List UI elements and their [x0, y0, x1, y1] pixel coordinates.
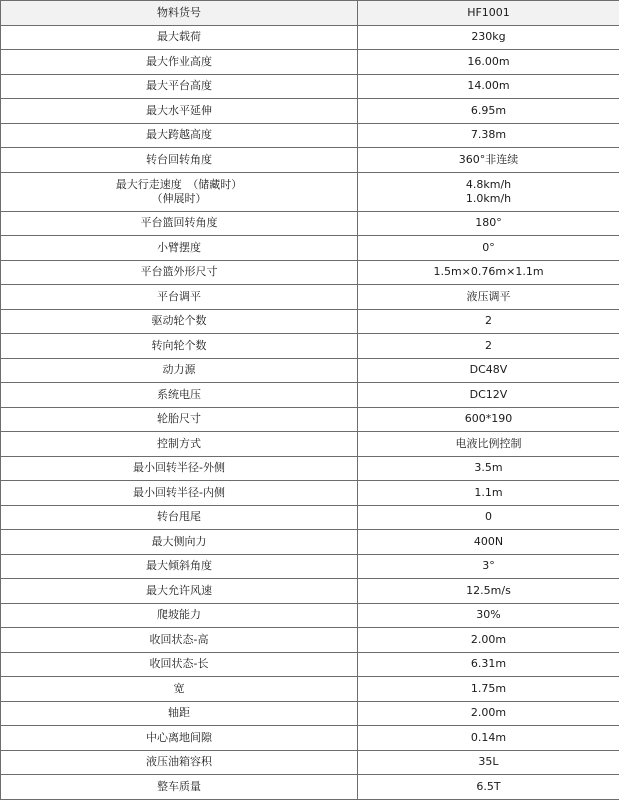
- spec-value-cell: 2.00m: [358, 628, 619, 653]
- header-label-cell: 物料货号: [1, 1, 358, 26]
- spec-label-cell: 最大载荷: [1, 25, 358, 50]
- spec-value-cell: 16.00m: [358, 50, 619, 75]
- table-row: [1, 148, 619, 173]
- spec-value-cell: 0.14m: [358, 726, 619, 751]
- spec-value-cell: 230kg: [358, 25, 619, 50]
- spec-value-cell: 2: [358, 334, 619, 359]
- table-row: [1, 750, 619, 775]
- table-row: [1, 383, 619, 408]
- spec-label-cell: 驱动轮个数: [1, 309, 358, 334]
- table-row: [1, 652, 619, 677]
- spec-label-cell: 爬坡能力: [1, 603, 358, 628]
- spec-value-cell: 1.1m: [358, 481, 619, 506]
- table-row: [1, 123, 619, 148]
- spec-label-cell: 最大侧向力: [1, 530, 358, 555]
- spec-value-cell: DC12V: [358, 383, 619, 408]
- table-row: [1, 407, 619, 432]
- table-row: [1, 172, 619, 211]
- table-row: [1, 505, 619, 530]
- spec-table-body: [1, 1, 619, 800]
- spec-label-cell: 收回状态-长: [1, 652, 358, 677]
- table-row: [1, 677, 619, 702]
- spec-value-cell: 400N: [358, 530, 619, 555]
- spec-value-cell: 14.00m: [358, 74, 619, 99]
- table-row: [1, 554, 619, 579]
- spec-label-cell: 最大行走速度 （储藏时） （伸展时）: [1, 172, 358, 211]
- table-row: [1, 358, 619, 383]
- spec-label-cell: 宽: [1, 677, 358, 702]
- table-row: [1, 579, 619, 604]
- table-row: [1, 530, 619, 555]
- spec-label-cell: 最大平台高度: [1, 74, 358, 99]
- spec-label-cell: 轮胎尺寸: [1, 407, 358, 432]
- spec-value-cell: 360°非连续: [358, 148, 619, 173]
- spec-value-cell: 电液比例控制: [358, 432, 619, 457]
- spec-value-cell: 35L: [358, 750, 619, 775]
- spec-value-cell: 0°: [358, 236, 619, 261]
- spec-value-cell: DC48V: [358, 358, 619, 383]
- table-row: [1, 74, 619, 99]
- spec-value-cell: 6.95m: [358, 99, 619, 124]
- table-row: [1, 603, 619, 628]
- spec-value-cell: 1.5m×0.76m×1.1m: [358, 260, 619, 285]
- spec-value-cell: 3.5m: [358, 456, 619, 481]
- spec-value-cell: 0: [358, 505, 619, 530]
- table-row: [1, 285, 619, 310]
- spec-label-cell: 动力源: [1, 358, 358, 383]
- table-row: [1, 309, 619, 334]
- table-header-row: [1, 1, 619, 26]
- spec-label-cell: 转台回转角度: [1, 148, 358, 173]
- spec-value-cell: 180°: [358, 211, 619, 236]
- spec-label-cell: 控制方式: [1, 432, 358, 457]
- spec-label-cell: 最大倾斜角度: [1, 554, 358, 579]
- spec-label-cell: 轴距: [1, 701, 358, 726]
- table-row: [1, 628, 619, 653]
- table-row: [1, 25, 619, 50]
- spec-value-cell: 液压调平: [358, 285, 619, 310]
- table-row: [1, 211, 619, 236]
- spec-value-cell: 4.8km/h 1.0km/h: [358, 172, 619, 211]
- header-value-cell: HF1001: [358, 1, 619, 26]
- spec-label-cell: 收回状态-高: [1, 628, 358, 653]
- spec-label-cell: 平台调平: [1, 285, 358, 310]
- table-row: [1, 432, 619, 457]
- spec-value-cell: 1.75m: [358, 677, 619, 702]
- spec-label-cell: 系统电压: [1, 383, 358, 408]
- table-row: [1, 726, 619, 751]
- spec-value-cell: 6.31m: [358, 652, 619, 677]
- spec-label-cell: 最小回转半径-外侧: [1, 456, 358, 481]
- spec-value-cell: 12.5m/s: [358, 579, 619, 604]
- spec-label-cell: 液压油箱容积: [1, 750, 358, 775]
- spec-label-cell: 中心离地间隙: [1, 726, 358, 751]
- spec-value-cell: 30%: [358, 603, 619, 628]
- table-row: [1, 99, 619, 124]
- spec-value-cell: 600*190: [358, 407, 619, 432]
- table-row: [1, 236, 619, 261]
- table-row: [1, 701, 619, 726]
- spec-label-cell: 最大跨越高度: [1, 123, 358, 148]
- spec-value-cell: 6.5T: [358, 775, 619, 800]
- spec-value-cell: 7.38m: [358, 123, 619, 148]
- spec-label-cell: 最小回转半径-内侧: [1, 481, 358, 506]
- spec-label-cell: 转台甩尾: [1, 505, 358, 530]
- spec-label-cell: 最大作业高度: [1, 50, 358, 75]
- spec-value-cell: 3°: [358, 554, 619, 579]
- spec-value-cell: 2: [358, 309, 619, 334]
- spec-label-cell: 最大允许风速: [1, 579, 358, 604]
- spec-label-cell: 小臂摆度: [1, 236, 358, 261]
- spec-label-cell: 整车质量: [1, 775, 358, 800]
- table-row: [1, 50, 619, 75]
- table-row: [1, 260, 619, 285]
- spec-label-cell: 平台篮外形尺寸: [1, 260, 358, 285]
- table-row: [1, 775, 619, 800]
- table-row: [1, 456, 619, 481]
- table-row: [1, 334, 619, 359]
- table-row: [1, 481, 619, 506]
- spec-value-cell: 2.00m: [358, 701, 619, 726]
- spec-label-cell: 最大水平延伸: [1, 99, 358, 124]
- spec-label-cell: 平台篮回转角度: [1, 211, 358, 236]
- spec-label-cell: 转向轮个数: [1, 334, 358, 359]
